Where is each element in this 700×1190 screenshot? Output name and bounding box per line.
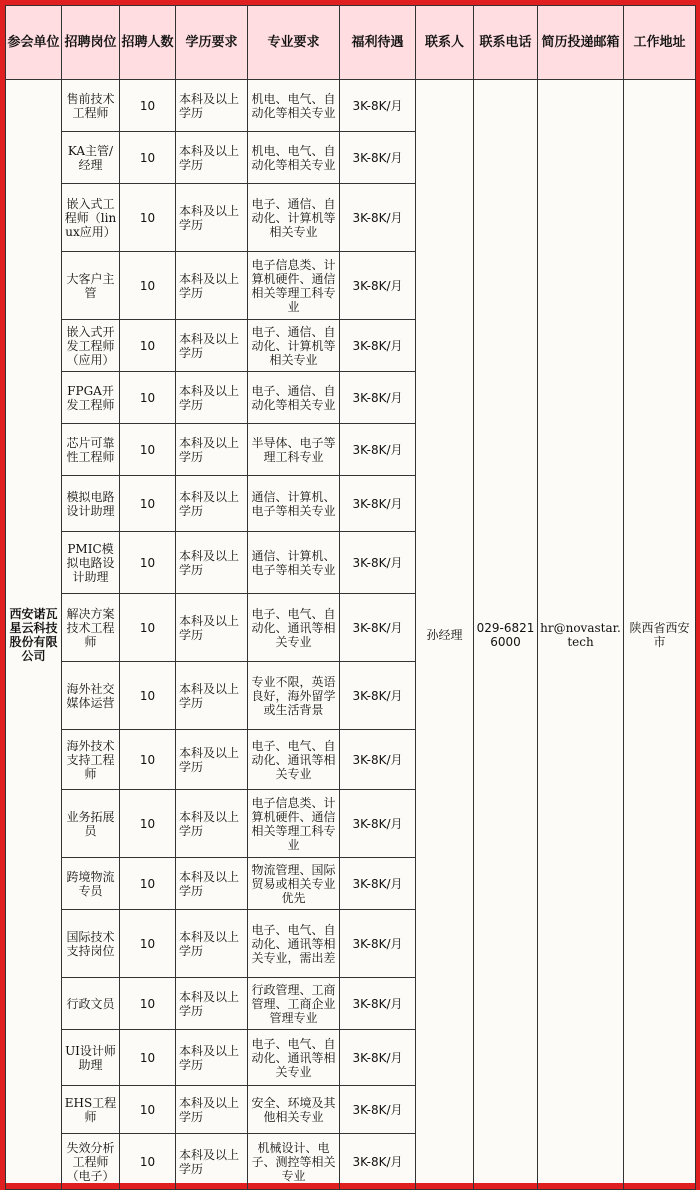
education-cell: 本科及以上学历: [176, 132, 248, 184]
company-name-cell: 西安诺瓦星云科技股份有限公司: [6, 80, 62, 1190]
header-company: 参会单位: [6, 6, 62, 80]
salary-cell: 3K-8K/月: [340, 662, 416, 730]
salary-cell: 3K-8K/月: [340, 320, 416, 372]
major-cell: 电子、通信、自动化、计算机等相关专业: [248, 320, 340, 372]
education-cell: 本科及以上学历: [176, 1030, 248, 1086]
position-cell: 跨境物流专员: [62, 858, 120, 910]
count-cell: 10: [120, 1086, 176, 1134]
education-cell: 本科及以上学历: [176, 252, 248, 320]
major-cell: 电子、电气、自动化、通讯等相关专业，需出差: [248, 910, 340, 978]
header-contact: 联系人: [416, 6, 474, 80]
position-cell: 嵌入式工程师（linux应用）: [62, 184, 120, 252]
header-major: 专业要求: [248, 6, 340, 80]
position-cell: FPGA开发工程师: [62, 372, 120, 424]
count-cell: 10: [120, 1134, 176, 1190]
position-cell: 业务拓展员: [62, 790, 120, 858]
salary-cell: 3K-8K/月: [340, 476, 416, 532]
education-cell: 本科及以上学历: [176, 662, 248, 730]
education-cell: 本科及以上学历: [176, 184, 248, 252]
position-cell: 失效分析工程师（电子）: [62, 1134, 120, 1190]
contact-cell: 孙经理: [416, 80, 474, 1190]
position-cell: 芯片可靠性工程师: [62, 424, 120, 476]
major-cell: 物流管理、国际贸易或相关专业优先: [248, 858, 340, 910]
count-cell: 10: [120, 132, 176, 184]
count-cell: 10: [120, 80, 176, 132]
position-cell: 模拟电路设计助理: [62, 476, 120, 532]
education-cell: 本科及以上学历: [176, 424, 248, 476]
count-cell: 10: [120, 184, 176, 252]
salary-cell: 3K-8K/月: [340, 910, 416, 978]
count-cell: 10: [120, 594, 176, 662]
major-cell: 行政管理、工商管理、工商企业管理专业: [248, 978, 340, 1030]
salary-cell: 3K-8K/月: [340, 80, 416, 132]
major-cell: 电子、通信、自动化、计算机等相关专业: [248, 184, 340, 252]
salary-cell: 3K-8K/月: [340, 1030, 416, 1086]
count-cell: 10: [120, 476, 176, 532]
education-cell: 本科及以上学历: [176, 858, 248, 910]
salary-cell: 3K-8K/月: [340, 594, 416, 662]
salary-cell: 3K-8K/月: [340, 858, 416, 910]
major-cell: 电子信息类、计算机硬件、通信相关等理工科专业: [248, 790, 340, 858]
recruitment-table: [5, 5, 696, 1190]
education-cell: 本科及以上学历: [176, 1086, 248, 1134]
salary-cell: 3K-8K/月: [340, 790, 416, 858]
table-row: [6, 80, 696, 132]
phone-cell: 029-68216000: [474, 80, 538, 1190]
position-cell: UI设计师助理: [62, 1030, 120, 1086]
position-cell: 海外社交媒体运营: [62, 662, 120, 730]
count-cell: 10: [120, 372, 176, 424]
education-cell: 本科及以上学历: [176, 790, 248, 858]
major-cell: 电子、通信、自动化等相关专业: [248, 372, 340, 424]
header-address: 工作地址: [624, 6, 696, 80]
education-cell: 本科及以上学历: [176, 476, 248, 532]
salary-cell: 3K-8K/月: [340, 424, 416, 476]
education-cell: 本科及以上学历: [176, 730, 248, 790]
salary-cell: 3K-8K/月: [340, 978, 416, 1030]
count-cell: 10: [120, 532, 176, 594]
header-email: 简历投递邮箱: [538, 6, 624, 80]
education-cell: 本科及以上学历: [176, 594, 248, 662]
header-phone: 联系电话: [474, 6, 538, 80]
header-count: 招聘人数: [120, 6, 176, 80]
major-cell: 电子、电气、自动化、通讯等相关专业: [248, 594, 340, 662]
education-cell: 本科及以上学历: [176, 532, 248, 594]
header-education: 学历要求: [176, 6, 248, 80]
salary-cell: 3K-8K/月: [340, 372, 416, 424]
position-cell: 国际技术支持岗位: [62, 910, 120, 978]
position-cell: 海外技术支持工程师: [62, 730, 120, 790]
major-cell: 机电、电气、自动化等相关专业: [248, 80, 340, 132]
major-cell: 电子、电气、自动化、通讯等相关专业: [248, 730, 340, 790]
education-cell: 本科及以上学历: [176, 320, 248, 372]
salary-cell: 3K-8K/月: [340, 532, 416, 594]
major-cell: 专业不限，英语良好，海外留学或生活背景: [248, 662, 340, 730]
major-cell: 通信、计算机、电子等相关专业: [248, 532, 340, 594]
education-cell: 本科及以上学历: [176, 910, 248, 978]
job-table-sheet: [5, 5, 695, 1183]
salary-cell: 3K-8K/月: [340, 1086, 416, 1134]
salary-cell: 3K-8K/月: [340, 184, 416, 252]
header-salary: 福利待遇: [340, 6, 416, 80]
salary-cell: 3K-8K/月: [340, 1134, 416, 1190]
table-body: [6, 80, 696, 1190]
count-cell: 10: [120, 978, 176, 1030]
position-cell: 大客户主管: [62, 252, 120, 320]
count-cell: 10: [120, 662, 176, 730]
major-cell: 机电、电气、自动化等相关专业: [248, 132, 340, 184]
major-cell: 机械设计、电子、测控等相关专业: [248, 1134, 340, 1190]
position-cell: PMIC模拟电路设计助理: [62, 532, 120, 594]
position-cell: 解决方案技术工程师: [62, 594, 120, 662]
count-cell: 10: [120, 730, 176, 790]
position-cell: KA主管/经理: [62, 132, 120, 184]
email-cell[interactable]: hr@novastar.tech: [538, 80, 624, 1190]
position-cell: 售前技术工程师: [62, 80, 120, 132]
major-cell: 电子、电气、自动化、通讯等相关专业: [248, 1030, 340, 1086]
major-cell: 通信、计算机、电子等相关专业: [248, 476, 340, 532]
count-cell: 10: [120, 424, 176, 476]
education-cell: 本科及以上学历: [176, 372, 248, 424]
major-cell: 安全、环境及其他相关专业: [248, 1086, 340, 1134]
salary-cell: 3K-8K/月: [340, 132, 416, 184]
count-cell: 10: [120, 910, 176, 978]
position-cell: 行政文员: [62, 978, 120, 1030]
education-cell: 本科及以上学历: [176, 80, 248, 132]
major-cell: 电子信息类、计算机硬件、通信相关等理工科专业: [248, 252, 340, 320]
address-cell: 陕西省西安市: [624, 80, 696, 1190]
count-cell: 10: [120, 252, 176, 320]
count-cell: 10: [120, 790, 176, 858]
education-cell: 本科及以上学历: [176, 978, 248, 1030]
position-cell: 嵌入式开发工程师（应用）: [62, 320, 120, 372]
salary-cell: 3K-8K/月: [340, 252, 416, 320]
position-cell: EHS工程师: [62, 1086, 120, 1134]
count-cell: 10: [120, 1030, 176, 1086]
count-cell: 10: [120, 320, 176, 372]
education-cell: 本科及以上学历: [176, 1134, 248, 1190]
count-cell: 10: [120, 858, 176, 910]
major-cell: 半导体、电子等理工科专业: [248, 424, 340, 476]
salary-cell: 3K-8K/月: [340, 730, 416, 790]
header-row: [6, 6, 696, 80]
header-position: 招聘岗位: [62, 6, 120, 80]
